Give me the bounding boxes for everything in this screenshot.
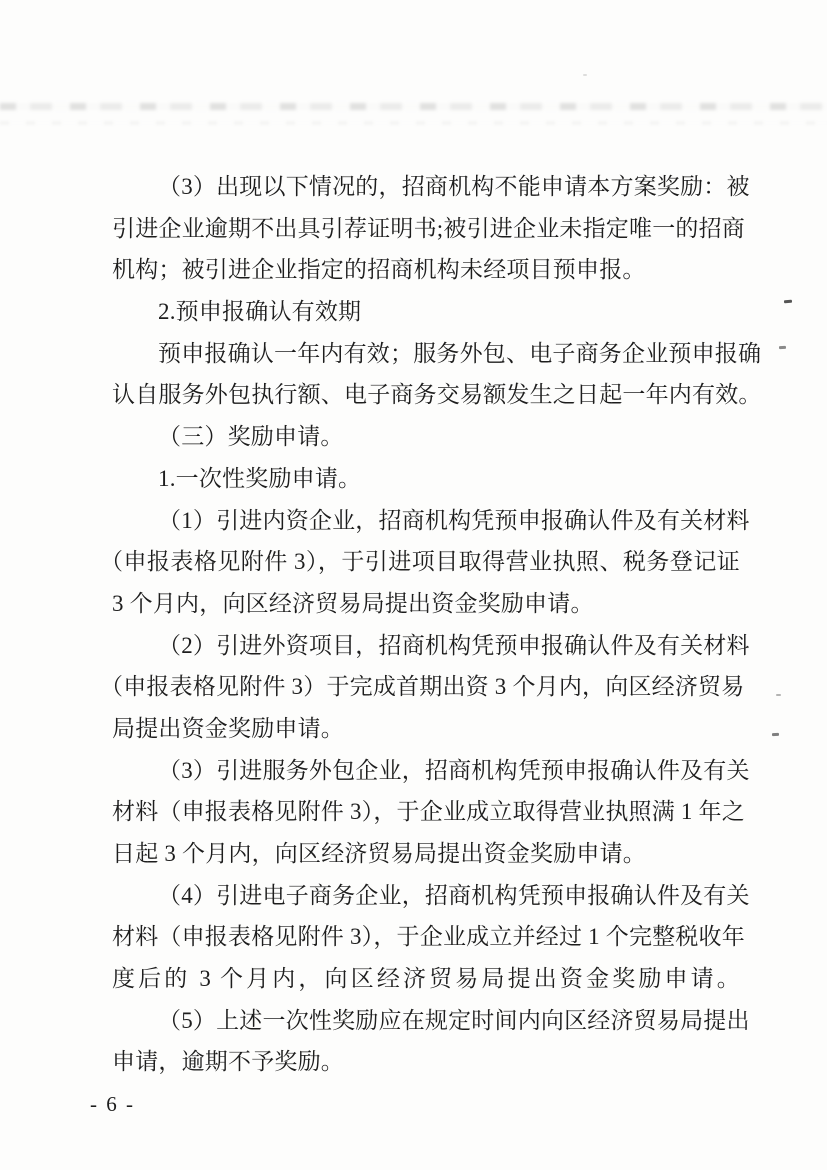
text-line: （1）引进内资企业，招商机构凭预申报确认件及有关材料: [158, 507, 750, 533]
scan-artifact-streak: [0, 103, 827, 110]
scan-speck: [776, 694, 781, 696]
text-line: （申报表格见附件 3）于完成首期出资 3 个月内，向区经济贸易: [100, 674, 745, 700]
paragraph: [112, 1000, 750, 1083]
paragraph: [112, 875, 750, 1000]
text-line: 机构；被引进企业指定的招商机构未经项目预申报。: [112, 257, 646, 283]
scan-speck: [583, 74, 587, 76]
text-line: （5）上述一次性奖励应在规定时间内向区经济贸易局提出: [158, 1007, 750, 1033]
scan-speck: [784, 300, 792, 304]
document-body: [100, 166, 762, 1083]
paragraph: [100, 625, 750, 750]
paragraph: [112, 458, 740, 500]
text-line: 日起 3 个月内，向区经济贸易局提出资金奖励申请。: [112, 841, 646, 866]
text-line: 预申报确认一年内有效；服务外包、电子商务企业预申报确: [158, 340, 762, 366]
scan-speck: [779, 346, 786, 349]
paragraph: [112, 291, 740, 333]
page-number: - 6 -: [90, 1092, 135, 1116]
text-line: （三）奖励申请。: [158, 424, 344, 450]
text-line: 认自服务外包执行额、电子商务交易额发生之日起一年内有效。: [112, 382, 762, 408]
text-line: （4）引进电子商务企业，招商机构凭预申报确认件及有关: [158, 882, 750, 908]
paragraph: [112, 416, 740, 458]
text-line: 申请，逾期不予奖励。: [112, 1049, 344, 1075]
text-line: 度后的 3 个月内，向区经济贸易局提出资金奖励申请。: [112, 966, 740, 992]
text-line: 材料（申报表格见附件 3），于企业成立取得营业执照满 1 年之: [112, 799, 745, 825]
paragraph: [112, 166, 750, 291]
paragraph: [112, 750, 750, 875]
paragraph: [100, 500, 750, 625]
text-line: 1.一次性奖励申请。: [158, 465, 362, 491]
text-line: 引进企业逾期不出具引荐证明书;被引进企业未指定唯一的招商: [112, 215, 745, 241]
text-line: 局提出资金奖励申请。: [112, 715, 344, 741]
scan-speck: [772, 733, 779, 736]
text-line: （3）出现以下情况的，招商机构不能申请本方案奖励：被: [158, 174, 750, 199]
paragraph: [112, 333, 762, 416]
text-line: 3 个月内，向区经济贸易局提出资金奖励申请。: [112, 590, 594, 616]
text-line: 2.预申报确认有效期: [158, 299, 362, 325]
text-line: （3）引进服务外包企业，招商机构凭预申报确认件及有关: [158, 757, 750, 783]
text-line: （申报表格见附件 3），于引进项目取得营业执照、税务登记证: [100, 549, 740, 575]
scan-artifact-streak: [0, 121, 827, 125]
text-line: 材料（申报表格见附件 3），于企业成立并经过 1 个完整税收年: [112, 924, 745, 950]
text-line: （2）引进外资项目，招商机构凭预申报确认件及有关材料: [158, 632, 750, 658]
